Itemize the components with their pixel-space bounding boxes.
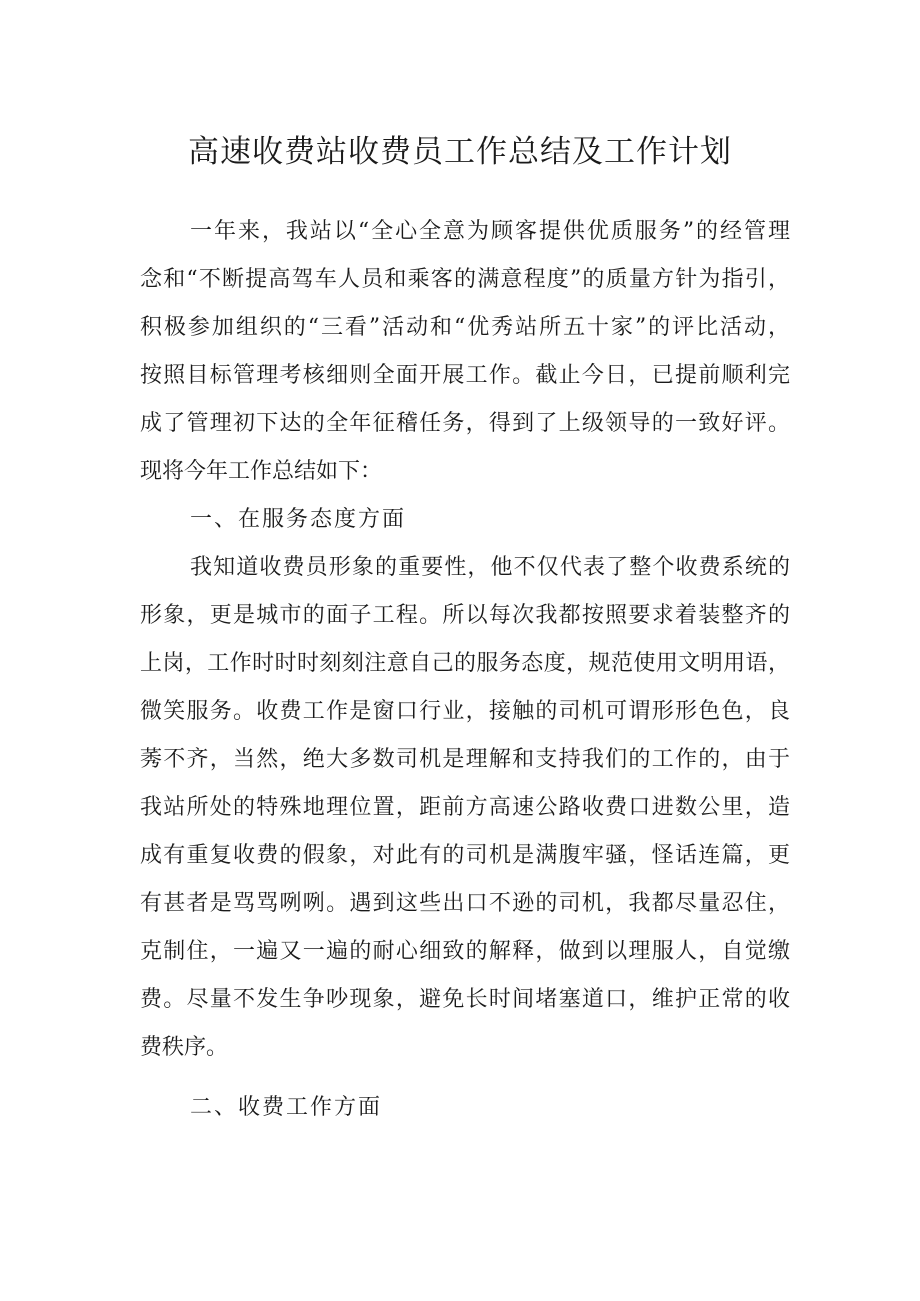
- body-line: 费秩序。: [140, 1035, 229, 1060]
- section-heading-toll-work: 二、收费工作方面: [190, 1095, 383, 1120]
- intro-line: 一年来，我站以“全心全意为顾客提供优质服务”的经管理: [190, 219, 790, 244]
- intro-line: 按照目标管理考核细则全面开展工作。截止今日，已提前顺利完: [140, 363, 790, 388]
- body-line: 费。尽量不发生争吵现象，避免长时间堵塞道口，维护正常的收: [140, 987, 790, 1012]
- body-line: 微笑服务。收费工作是窗口行业，接触的司机可谓形形色色，良: [140, 699, 790, 724]
- body-line: 形象，更是城市的面子工程。所以每次我都按照要求着装整齐的: [140, 603, 790, 628]
- body-line: 莠不齐，当然，绝大多数司机是理解和支持我们的工作的，由于: [140, 747, 790, 772]
- body-line: 克制住，一遍又一遍的耐心细致的解释，做到以理服人，自觉缴: [140, 939, 790, 964]
- intro-line: 现将今年工作总结如下：: [140, 459, 383, 484]
- intro-line: 成了管理初下达的全年征稽任务，得到了上级领导的一致好评。: [140, 411, 790, 436]
- body-line: 我站所处的特殊地理位置，距前方高速公路收费口进数公里，造: [140, 795, 790, 820]
- body-line: 上岗，工作时时时刻刻注意自己的服务态度，规范使用文明用语，: [140, 651, 790, 676]
- body-line: 成有重复收费的假象，对此有的司机是满腹牢骚，怪话连篇，更: [140, 843, 790, 868]
- section-heading-service: 一、在服务态度方面: [190, 507, 407, 532]
- document-title: 高速收费站收费员工作总结及工作计划: [188, 134, 732, 170]
- intro-line: 积极参加组织的“三看”活动和“优秀站所五十家”的评比活动，: [140, 315, 790, 340]
- body-line: 我知道收费员形象的重要性，他不仅代表了整个收费系统的: [190, 555, 790, 580]
- body-line: 有甚者是骂骂咧咧。遇到这些出口不逊的司机，我都尽量忍住，: [140, 891, 790, 916]
- intro-line: 念和“不断提高驾车人员和乘客的满意程度”的质量方针为指引，: [140, 267, 790, 292]
